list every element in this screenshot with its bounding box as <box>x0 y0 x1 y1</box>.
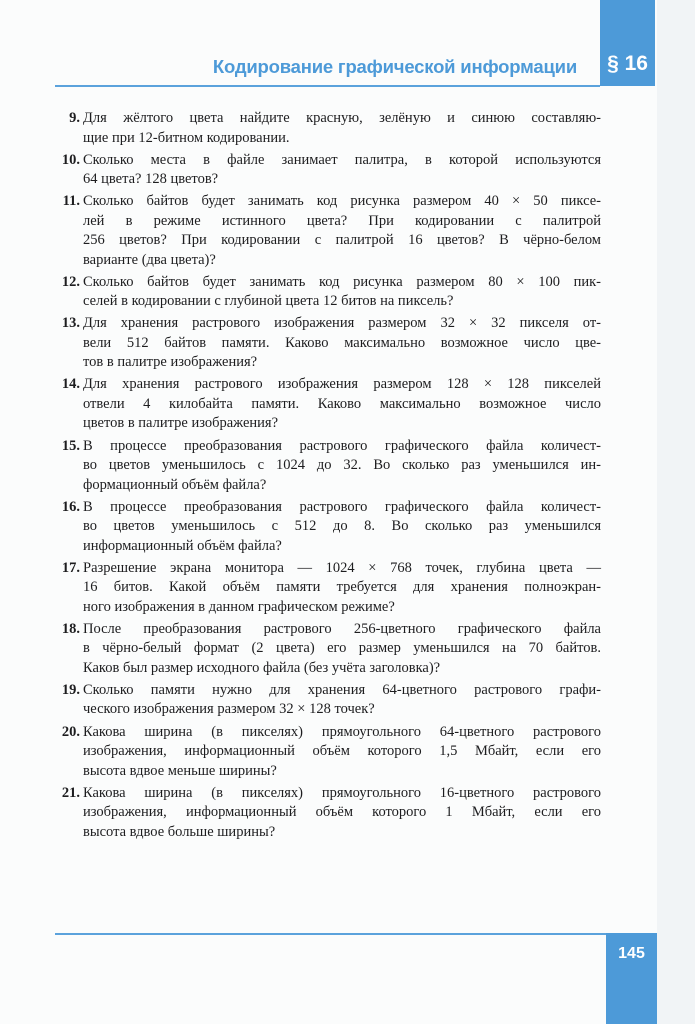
task-text-line: ческого изображения размером 32 × 128 точек? <box>83 701 375 718</box>
task-number: 17. <box>61 559 80 576</box>
task-number: 20. <box>61 723 80 740</box>
task-text-line: лей в режиме истинного цвета? При кодировании с палитрой <box>83 212 601 229</box>
page-number: 145 <box>618 945 645 962</box>
task-text-line: Каков был размер исходного файла (без учёта заголовка)? <box>83 659 441 676</box>
task-number: 13. <box>61 315 80 332</box>
task-text-line: изображения, информационный объём которого 1,5 Мбайт, если его <box>83 743 601 760</box>
task-text-line: варианте (два цвета)? <box>83 251 216 268</box>
task-text-line: формационный объём файла? <box>83 476 267 493</box>
task-text-line: В процессе преобразования растрового графического файла количест- <box>83 498 601 515</box>
task-number: 10. <box>61 151 80 168</box>
task-text-line: Разрешение экрана монитора — 1024 × 768 точек, глубина цвета — <box>83 559 601 576</box>
task-list <box>45 109 601 845</box>
task-text-line: щие при 12-битном кодировании. <box>83 129 290 146</box>
section-tab <box>600 0 655 86</box>
task-item <box>45 723 601 782</box>
task-number: 18. <box>61 620 80 637</box>
page-tab <box>606 933 657 1024</box>
task-text-line: 64 цвета? 128 цветов? <box>83 171 219 188</box>
task-text-line: в чёрно-белый формат (2 цвета) его размер уменьшился на 70 байтов. <box>83 640 601 657</box>
task-item <box>45 375 601 434</box>
footer-divider <box>55 933 606 935</box>
task-number: 19. <box>61 681 80 698</box>
task-item <box>45 437 601 496</box>
task-text-line: селей в кодировании с глубиной цвета 12 битов на пиксель? <box>83 293 454 310</box>
task-text-line: высота вдвое больше ширины? <box>83 823 276 840</box>
chapter-title: Кодирование графической информации <box>212 56 577 77</box>
task-text-line: ного изображения в данном графическом режиме? <box>83 598 395 615</box>
task-text-line: информационный объём файла? <box>83 537 282 554</box>
task-text-line: Для хранения растрового изображения размером 128 × 128 пикселей <box>83 376 601 393</box>
task-text-line: После преобразования растрового 256-цветного графического файла <box>83 620 601 637</box>
task-text-line: отвели 4 килобайта памяти. Каково максимально возможное число <box>83 395 601 412</box>
task-text-line: 16 битов. Какой объём памяти требуется для хранения полноэкран- <box>83 579 601 596</box>
task-text-line: Какова ширина (в пикселях) прямоугольного 16-цветного растрового <box>83 784 601 801</box>
task-text-line: Сколько памяти нужно для хранения 64-цветного растрового графи- <box>83 681 601 698</box>
task-item <box>45 151 601 190</box>
task-number: 11. <box>62 193 80 210</box>
task-number: 14. <box>61 376 80 393</box>
task-text-line: Сколько байтов будет занимать код рисунка размером 80 × 100 пик- <box>83 273 601 290</box>
task-item <box>45 620 601 679</box>
task-text-line: во цветов уменьшилось с 1024 до 32. Во сколько раз уменьшился ин- <box>83 457 601 474</box>
task-item <box>45 314 601 373</box>
task-item <box>45 681 601 720</box>
task-number: 16. <box>61 498 80 515</box>
task-text-line: 256 цветов? При кодировании с палитрой 16 цветов? В чёрно-белом <box>83 232 601 249</box>
task-text-line: цветов в палитре изображения? <box>83 415 279 432</box>
section-number: § 16 <box>607 52 648 75</box>
task-item <box>45 559 601 618</box>
task-text-line: Какова ширина (в пикселях) прямоугольного 64-цветного растрового <box>83 723 601 740</box>
task-number: 15. <box>61 437 80 454</box>
task-text-line: Для жёлтого цвета найдите красную, зелёную и синюю составляю- <box>83 110 601 126</box>
task-number: 21. <box>61 784 80 801</box>
task-item <box>45 498 601 557</box>
task-item <box>45 273 601 312</box>
task-item <box>45 784 601 843</box>
task-text-line: В процессе преобразования растрового графического файла количест- <box>83 437 601 454</box>
task-text-line: Сколько байтов будет занимать код рисунка размером 40 × 50 пиксе- <box>83 193 601 210</box>
task-item <box>45 109 601 148</box>
task-number: 12. <box>61 273 80 290</box>
task-text-line: изображения, информационный объём которого 1 Мбайт, если его <box>83 804 601 821</box>
task-number: 9. <box>69 110 80 126</box>
task-text-line: высота вдвое меньше ширины? <box>83 762 277 779</box>
page-edge <box>657 0 695 1024</box>
task-text-line: вели 512 байтов памяти. Каково максимально возможное число цве- <box>83 334 601 351</box>
task-text-line: во цветов уменьшилось с 512 до 8. Во сколько раз уменьшился <box>83 518 601 535</box>
task-item <box>45 192 601 270</box>
task-text-line: тов в палитре изображения? <box>83 354 258 371</box>
task-text-line: Для хранения растрового изображения размером 32 × 32 пикселя от- <box>83 315 601 332</box>
header-divider <box>55 85 600 87</box>
task-text-line: Сколько места в файле занимает палитра, в которой используются <box>83 151 601 168</box>
